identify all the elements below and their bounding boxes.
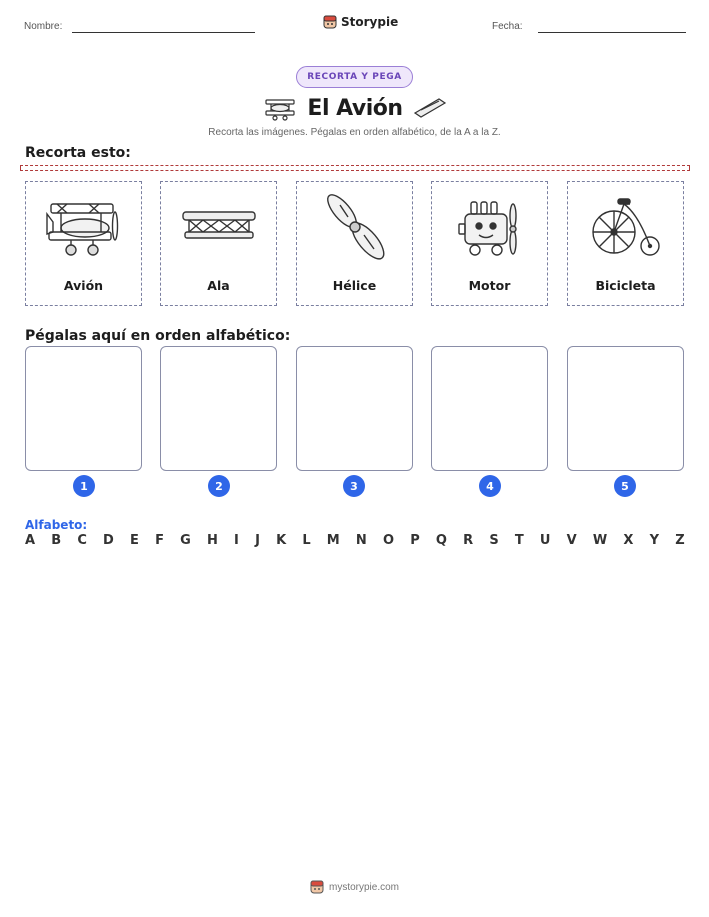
storypie-logo-icon: [323, 15, 337, 29]
paste-slot-2[interactable]: [160, 346, 277, 471]
biplane-icon: [45, 192, 123, 262]
alphabet-letter: F: [155, 533, 164, 548]
instructions: Recorta las imágenes. Pégalas en orden alfabético, de la A a la Z.: [208, 127, 501, 138]
alphabet-letter: X: [623, 533, 634, 548]
alphabet-letter: V: [566, 533, 577, 548]
slot-number-2: 2: [208, 475, 230, 497]
card-label: Hélice: [332, 278, 377, 293]
alphabet-letter: Q: [435, 533, 447, 548]
alphabet-letter: D: [103, 533, 114, 548]
alphabet-letter: L: [302, 533, 311, 548]
paste-heading: Pégalas aquí en orden alfabético:: [25, 328, 291, 344]
paste-slot-4[interactable]: [431, 346, 548, 471]
alphabet-letter: A: [25, 533, 36, 548]
bicycle-icon: [590, 194, 662, 260]
biplane-icon: [263, 95, 297, 121]
footer: [0, 880, 709, 894]
alphabet-letter: K: [276, 533, 287, 548]
alphabet-letter: U: [539, 533, 551, 548]
alphabet-letter: N: [355, 533, 367, 548]
slot-number-1: 1: [73, 475, 95, 497]
name-line: [72, 32, 255, 33]
propeller-icon: [320, 191, 390, 263]
wood-plank-icon: [413, 95, 447, 121]
cut-card[interactable]: [567, 181, 684, 306]
card-label: Motor: [468, 278, 511, 293]
alphabet-letter: E: [130, 533, 139, 548]
paste-slot-5[interactable]: [567, 346, 684, 471]
card-label: Ala: [207, 278, 230, 293]
alphabet-letter: R: [463, 533, 474, 548]
card-label: Bicicleta: [595, 278, 656, 293]
slot-number-4: 4: [479, 475, 501, 497]
cut-card[interactable]: [296, 181, 413, 306]
date-line: [538, 32, 686, 33]
alphabet-letter: Y: [649, 533, 660, 548]
brand-logo: [323, 15, 398, 29]
storypie-logo-icon: [310, 880, 324, 894]
name-label: Nombre:: [24, 21, 63, 32]
alphabet-letter: M: [326, 533, 340, 548]
alphabet-letter: S: [489, 533, 499, 548]
alphabet-letter: H: [206, 533, 218, 548]
footer-link[interactable]: mystorypie.com: [328, 881, 399, 893]
alphabet-letter: W: [592, 533, 608, 548]
cut-card[interactable]: [160, 181, 277, 306]
cut-card[interactable]: [25, 181, 142, 306]
cut-card[interactable]: [431, 181, 548, 306]
alphabet-letter: I: [234, 533, 239, 548]
page-title: El Avión: [307, 95, 403, 121]
alphabet-letter: Z: [675, 533, 685, 548]
activity-badge: RECORTA Y PEGA: [296, 66, 413, 88]
alphabet-letter: P: [410, 533, 420, 548]
cut-heading: Recorta esto:: [25, 145, 131, 161]
alphabet-letter: C: [77, 533, 87, 548]
alphabet-letter: B: [51, 533, 62, 548]
date-label: Fecha:: [492, 21, 523, 32]
alphabet-letter: J: [255, 533, 260, 548]
alphabet-letter: G: [180, 533, 191, 548]
paste-slot-1[interactable]: [25, 346, 142, 471]
card-label: Avión: [63, 278, 104, 293]
slot-number-5: 5: [614, 475, 636, 497]
alphabet-letter: O: [382, 533, 395, 548]
slot-number-3: 3: [343, 475, 365, 497]
paste-slot-3[interactable]: [296, 346, 413, 471]
alphabet-row: [25, 533, 685, 548]
wing-icon: [179, 202, 259, 252]
alphabet-letter: T: [514, 533, 524, 548]
cut-line: [20, 165, 690, 171]
brand-name: Storypie: [341, 15, 399, 29]
motor-icon: [455, 192, 525, 262]
title-row: [250, 92, 460, 124]
alphabet-label: Alfabeto:: [25, 518, 88, 532]
